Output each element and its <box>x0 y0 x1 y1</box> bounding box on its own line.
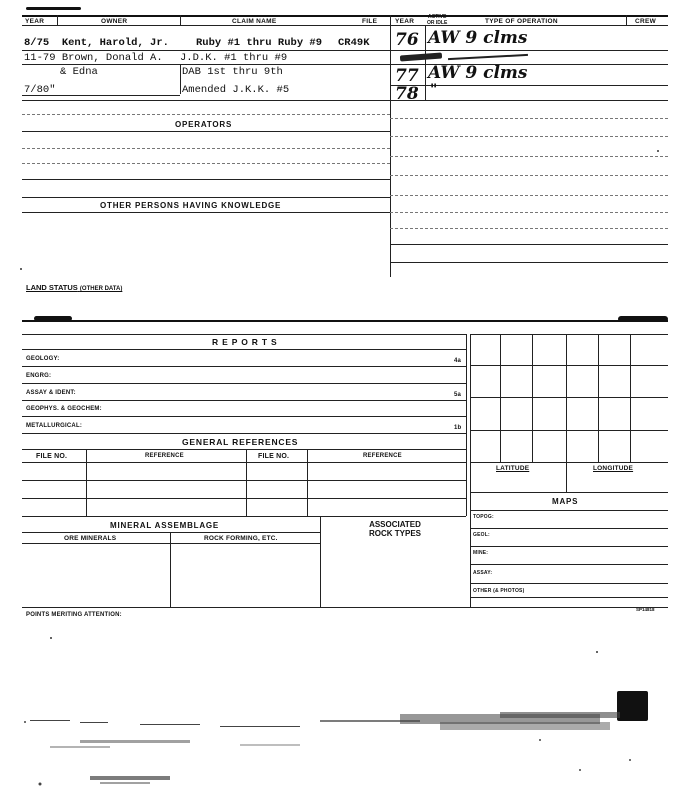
handwritten-op-76: AW 9 clms <box>428 28 528 48</box>
ref-col-file-no-1: FILE NO. <box>36 453 68 460</box>
row-rule <box>390 100 668 101</box>
grid-line <box>470 397 668 398</box>
maps-geol: GEOL: <box>473 532 490 538</box>
maps-assay: ASSAY: <box>473 570 493 576</box>
claim-row-1: Ruby #1 thru Ruby #9 <box>196 37 323 49</box>
scan-speck <box>50 637 52 639</box>
maps-mine: MINE: <box>473 550 489 556</box>
associated-rock-types-title: ASSOCIATED ROCK TYPES <box>368 520 421 538</box>
row-rule <box>22 366 466 367</box>
row-rule <box>22 179 390 180</box>
other-persons-title: OTHER PERSONS HAVING KNOWLEDGE <box>100 201 282 210</box>
header-year: YEAR <box>25 18 45 25</box>
row-rule <box>470 564 668 565</box>
col-sep <box>180 15 181 25</box>
grid-line <box>566 462 567 492</box>
report-geology: GEOLOGY: <box>26 356 60 362</box>
owner-row-1: 8/75 Kent, Harold, Jr. <box>24 37 169 49</box>
grid-line <box>630 334 631 462</box>
handwritten-op-78: " <box>430 82 438 98</box>
header-claim-name: CLAIM NAME <box>232 18 277 25</box>
row-rule <box>470 546 668 547</box>
mineral-assemblage-title: MINERAL ASSEMBLAGE <box>110 521 220 530</box>
row-rule <box>22 163 390 164</box>
row-rule <box>22 148 390 149</box>
row-rule <box>22 462 466 463</box>
ref-col-file-no-2: FILE NO. <box>258 453 290 460</box>
row-rule <box>390 212 668 213</box>
points-meriting-attention: POINTS MERITING ATTENTION: <box>26 612 122 618</box>
row-rule <box>22 532 320 533</box>
grid-line <box>500 334 501 462</box>
col-sep <box>246 449 247 516</box>
maps-other: OTHER (& PHOTOS) <box>473 588 525 594</box>
row-rule <box>390 244 668 245</box>
row-rule <box>22 114 390 115</box>
scan-speck <box>657 150 659 152</box>
claim-row-2: J.D.K. #1 thru #9 <box>180 52 288 64</box>
ore-minerals-label: ORE MINERALS <box>64 535 117 542</box>
header-active-idle: ACTIVE OR IDLE <box>427 14 448 26</box>
scan-smear <box>26 7 81 10</box>
row-rule <box>22 498 466 499</box>
col-sep <box>180 64 181 94</box>
claim-row-3: DAB 1st thru 9th <box>182 66 283 78</box>
row-rule <box>22 516 466 517</box>
row-rule <box>22 64 390 65</box>
maps-topog: TOPOG: <box>473 514 494 520</box>
row-rule <box>470 583 668 584</box>
grid-line <box>532 334 533 462</box>
scribble-mark <box>448 54 528 60</box>
scan-noise <box>20 700 670 800</box>
row-rule <box>470 510 668 511</box>
report-engrg: ENGRG: <box>26 373 52 379</box>
row-rule <box>22 100 390 101</box>
header-crew: CREW <box>635 18 657 25</box>
longitude-label: LONGITUDE <box>593 465 634 472</box>
row-rule <box>390 175 668 176</box>
row-rule <box>22 480 466 481</box>
row-rule <box>22 212 390 213</box>
reports-title: R E P O R T S <box>212 337 278 347</box>
header-type-of-operation: TYPE OF OPERATION <box>485 18 558 25</box>
owner-row-3: & Edna <box>60 66 98 78</box>
scan-speck <box>596 651 598 653</box>
row-rule <box>22 131 390 132</box>
row-rule <box>22 197 390 198</box>
ref-col-reference-2: REFERENCE <box>363 453 402 459</box>
main-divider <box>390 15 391 277</box>
row-rule <box>22 95 180 96</box>
report-geology-code: 4a <box>454 358 462 364</box>
handwritten-year-77: 77 <box>395 66 419 86</box>
land-status-rule <box>22 320 668 322</box>
col-sep <box>425 25 426 100</box>
col-sep <box>57 15 58 25</box>
general-references-title: GENERAL REFERENCES <box>182 437 299 447</box>
scan-speck <box>20 268 22 270</box>
header-file: FILE <box>362 18 378 25</box>
report-geophys: GEOPHYS. & GEOCHEM: <box>26 406 102 412</box>
row-rule <box>22 433 466 434</box>
row-rule <box>390 118 668 119</box>
row-rule <box>470 492 668 493</box>
row-rule <box>390 195 668 196</box>
row-rule <box>22 416 466 417</box>
grid-line <box>566 334 567 462</box>
row-rule <box>22 383 466 384</box>
row-rule <box>390 50 668 51</box>
grid-line <box>470 430 668 431</box>
row-rule <box>390 262 668 263</box>
maps-title: MAPS <box>552 497 579 506</box>
row-rule <box>390 136 668 137</box>
row-rule <box>22 400 466 401</box>
file-row-1: CR49K <box>338 37 370 49</box>
report-assay: ASSAY & IDENT: <box>26 390 76 396</box>
grid-line <box>470 462 668 463</box>
header-top-rule <box>22 15 668 17</box>
header-bottom-rule <box>22 25 668 26</box>
row-rule <box>22 543 320 544</box>
row-rule <box>390 156 668 157</box>
land-status-title: LAND STATUS (OTHER DATA) <box>26 283 123 292</box>
row-rule <box>22 334 466 335</box>
row-rule <box>470 597 668 598</box>
scan-smear <box>618 316 668 322</box>
col-sep <box>86 449 87 516</box>
rock-forming-label: ROCK FORMING, ETC. <box>204 535 278 542</box>
grid-line <box>598 334 599 462</box>
row-rule <box>470 528 668 529</box>
scribble-mark <box>400 53 442 62</box>
col-sep <box>320 516 321 607</box>
grid-line <box>470 365 668 366</box>
reports-right-border <box>466 334 467 516</box>
report-assay-code: 5a <box>454 392 462 398</box>
row-rule <box>22 607 668 608</box>
row-rule <box>22 50 390 51</box>
handwritten-op-77: AW 9 clms <box>428 63 528 83</box>
ref-col-reference-1: REFERENCE <box>145 453 184 459</box>
owner-row-4: 7/80" <box>24 84 56 96</box>
header-owner: OWNER <box>101 18 128 25</box>
form-number: SP14818 <box>636 607 655 612</box>
col-sep <box>626 15 627 25</box>
owner-row-2: 11-79 Brown, Donald A. <box>24 52 163 64</box>
header-year-right: YEAR <box>395 18 415 25</box>
operators-title: OPERATORS <box>175 120 233 129</box>
handwritten-year-76: 76 <box>395 30 419 50</box>
grid-left-border <box>470 334 471 607</box>
row-rule <box>22 349 466 350</box>
row-rule <box>390 228 668 229</box>
report-metallurgical-code: 1b <box>454 425 462 431</box>
col-sep <box>307 449 308 516</box>
claim-row-4: Amended J.K.K. #5 <box>182 84 290 96</box>
handwritten-year-78: 78 <box>395 84 419 104</box>
report-metallurgical: METALLURGICAL: <box>26 423 83 429</box>
latitude-label: LATITUDE <box>496 465 530 472</box>
row-rule <box>22 449 466 450</box>
